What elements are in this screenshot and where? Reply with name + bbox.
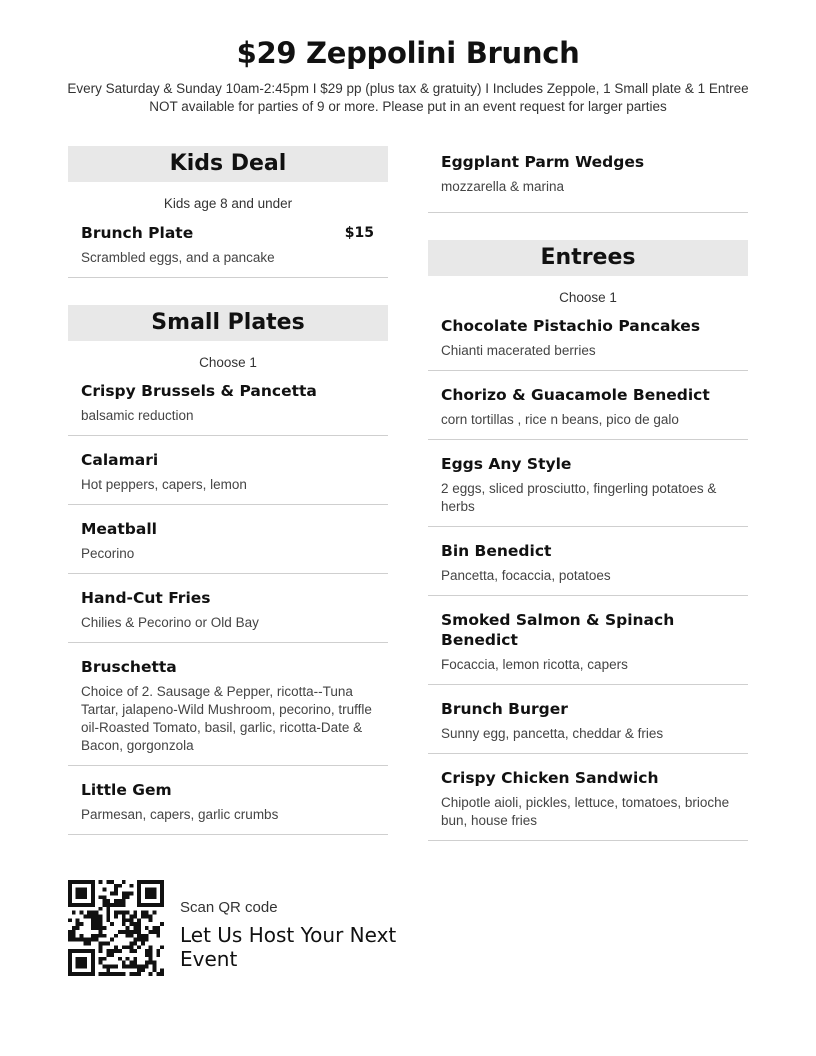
menu-item bbox=[428, 527, 748, 596]
menu-item-desc: Chipotle aioli, pickles, lettuce, tomatoes, brioche bun, house fries bbox=[441, 795, 730, 828]
menu-item-name: Bruschetta bbox=[81, 658, 177, 676]
scan-qr-label: Scan QR code bbox=[180, 899, 278, 916]
left-column bbox=[68, 146, 388, 835]
menu-item-desc: corn tortillas , rice n beans, pico de galo bbox=[441, 412, 679, 427]
menu-item bbox=[68, 505, 388, 574]
menu-item-desc: balsamic reduction bbox=[81, 408, 194, 423]
menu-item-desc: Hot peppers, capers, lemon bbox=[81, 477, 247, 492]
menu-item bbox=[428, 371, 748, 440]
menu-item-desc: Choice of 2. Sausage & Pepper, ricotta--Tuna Tartar, jalapeno-Wild Mushroom, pecorino, truffle oil-Roasted Tomato, basil, garlic, ricotta-Date & Bacon, gorgonzola bbox=[81, 684, 372, 753]
qr-code-icon[interactable] bbox=[68, 880, 164, 976]
menu-item bbox=[68, 643, 388, 766]
menu-item-name: Bin Benedict bbox=[441, 542, 552, 560]
menu-item-desc: Chilies & Pecorino or Old Bay bbox=[81, 615, 259, 630]
menu-item-desc: Sunny egg, pancetta, cheddar & fries bbox=[441, 726, 664, 741]
event-cta: Let Us Host Your Next Event bbox=[180, 923, 397, 971]
menu-item bbox=[68, 574, 388, 643]
kids-deal-heading: Kids Deal bbox=[68, 146, 388, 182]
menu-item-desc: mozzarella & marina bbox=[441, 179, 565, 194]
right-column bbox=[428, 146, 748, 841]
menu-item bbox=[428, 146, 748, 213]
event-promo bbox=[68, 880, 428, 976]
page-title: $29 Zeppolini Brunch bbox=[236, 36, 580, 70]
menu-item-name: Crispy Brussels & Pancetta bbox=[81, 382, 317, 400]
entrees-note: Choose 1 bbox=[559, 290, 617, 305]
menu-item-name: Little Gem bbox=[81, 781, 172, 799]
menu-item-desc: Chianti macerated berries bbox=[441, 343, 596, 358]
menu-item-desc: Parmesan, capers, garlic crumbs bbox=[81, 807, 279, 822]
small-plates-heading: Small Plates bbox=[68, 305, 388, 341]
menu-item-name: Chorizo & Guacamole Benedict bbox=[441, 386, 710, 404]
menu-item-desc: Scrambled eggs, and a pancake bbox=[81, 250, 275, 265]
menu-item bbox=[68, 766, 388, 835]
menu-item-name: Calamari bbox=[81, 451, 159, 469]
entrees-heading: Entrees bbox=[428, 240, 748, 276]
menu-item-desc: Focaccia, lemon ricotta, capers bbox=[441, 657, 628, 672]
menu-item bbox=[428, 596, 748, 685]
menu-item-desc: Pecorino bbox=[81, 546, 135, 561]
menu-item-name: Brunch Plate bbox=[81, 224, 194, 242]
menu-item bbox=[428, 754, 748, 841]
menu-item bbox=[428, 685, 748, 754]
menu-item-name: Eggs Any Style bbox=[441, 455, 572, 473]
menu-item-desc: Pancetta, focaccia, potatoes bbox=[441, 568, 611, 583]
menu-item bbox=[68, 370, 388, 436]
menu-item-name: Smoked Salmon & Spinach Benedict bbox=[441, 611, 675, 649]
page-subtitle: Every Saturday & Sunday 10am-2:45pm I $29 pp (plus tax & gratuity) I Includes Zeppole, 1 Small plate & 1 Entree NOT available for parties of 9 or more. Please put in an event request for larger parties bbox=[67, 81, 749, 114]
menu-item bbox=[68, 436, 388, 505]
menu-item-price: $15 bbox=[344, 225, 374, 241]
menu-item-name: Meatball bbox=[81, 520, 157, 538]
menu-item bbox=[428, 305, 748, 371]
menu-item-desc: 2 eggs, sliced prosciutto, fingerling potatoes & herbs bbox=[441, 481, 717, 514]
menu-item-name: Hand-Cut Fries bbox=[81, 589, 211, 607]
menu-item-name: Crispy Chicken Sandwich bbox=[441, 769, 659, 787]
menu-item bbox=[68, 211, 388, 278]
menu-item-name: Eggplant Parm Wedges bbox=[441, 153, 645, 171]
small-plates-note: Choose 1 bbox=[199, 355, 257, 370]
menu-item-name: Brunch Burger bbox=[441, 700, 568, 718]
kids-deal-note: Kids age 8 and under bbox=[163, 196, 293, 211]
menu-item bbox=[428, 440, 748, 527]
menu-item-name: Chocolate Pistachio Pancakes bbox=[441, 317, 701, 335]
